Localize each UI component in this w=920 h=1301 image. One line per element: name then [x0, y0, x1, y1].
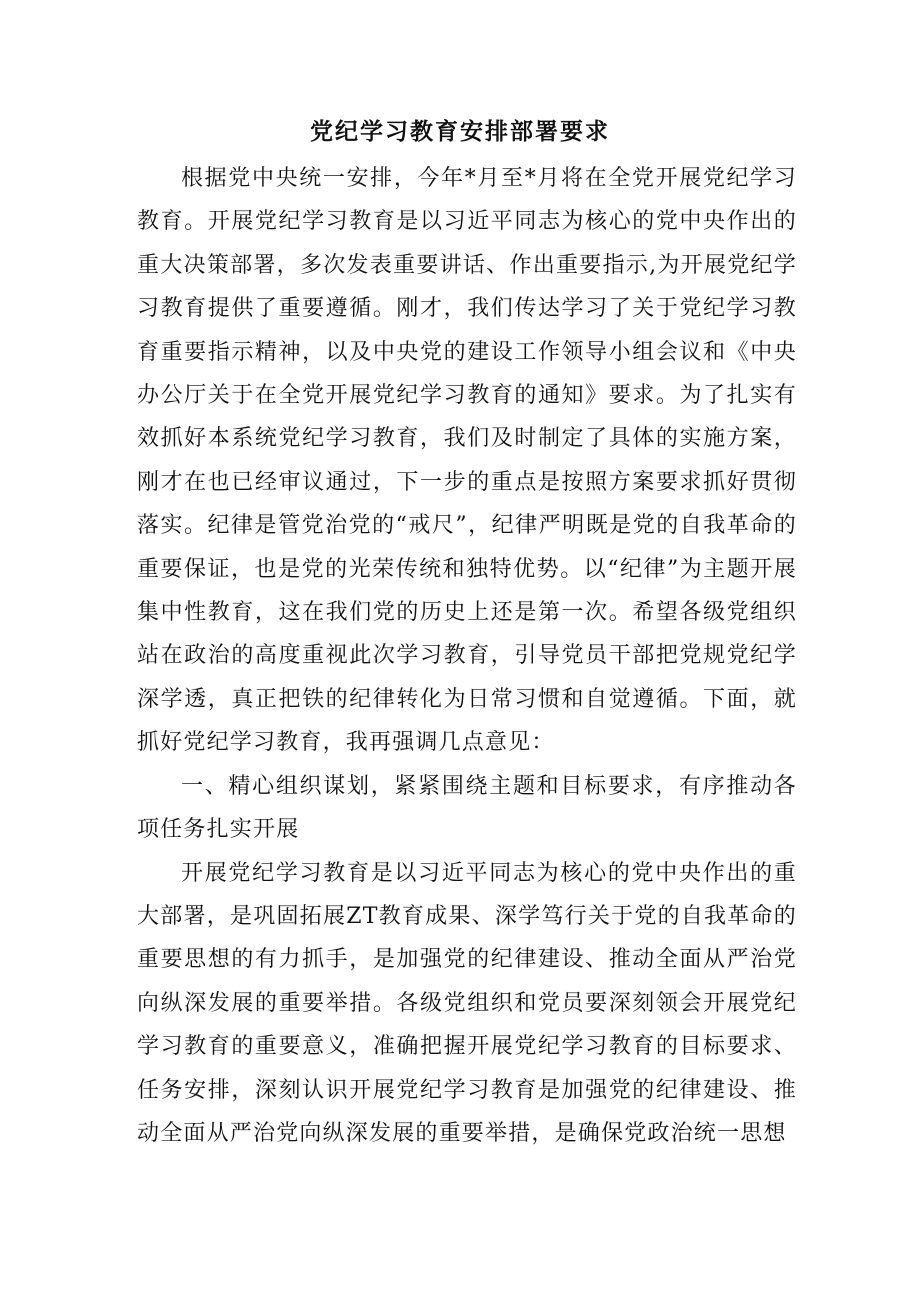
section-heading-one: 一、精心组织谋划，紧紧围绕主题和目标要求，有序推动各项任务扎实开展	[137, 773, 797, 843]
paragraph-section-one: 开展党纪学习教育是以习近平同志为核心的党中央作出的重大部署，是巩固拓展ZT教育成果、深学笃行关于党的自我革命的重要思想的有力抓手，是加强党的纪律建设、推动全面从严治党向纵深发展的重要举措。各级党组织和党员要深刻领会开展党纪学习教育的重要意义，准确把握开展党纪学习教育的目标要求、任务安排，深刻认识开展党纪学习教育是加强党的纪律建设、推动全面从严治党向纵深发展的重要举措，是确保党政治统一思想	[137, 860, 797, 1146]
document-body	[137, 157, 797, 1155]
paragraph-intro: 根据党中央统一安排，今年*月至*月将在全党开展党纪学习教育。开展党纪学习教育是以习近平同志为核心的党中央作出的重大决策部署，多次发表重要讲话、作出重要指示,为开展党纪学习教育提供了重要遵循。刚才，我们传达学习了关于党纪学习教育重要指示精神，以及中央党的建设工作领导小组会议和《中央办公厅关于在全党开展党纪学习教育的通知》要求。为了扎实有效抓好本系统党纪学习教育，我们及时制定了具体的实施方案，刚才在也已经审议通过，下一步的重点是按照方案要求抓好贯彻落实。纪律是管党治党的“戒尺”，纪律严明既是党的自我革命的重要保证，也是党的光荣传统和独特优势。以“纪律”为主题开展集中性教育，这在我们党的历史上还是第一次。希望各级党组织站在政治的高度重视此次学习教育，引导党员干部把党规党纪学深学透，真正把铁的纪律转化为日常习惯和自觉遵循。下面，就抓好党纪学习教育，我再强调几点意见：	[137, 166, 797, 756]
document-title: 党纪学习教育安排部署要求	[310, 118, 610, 145]
